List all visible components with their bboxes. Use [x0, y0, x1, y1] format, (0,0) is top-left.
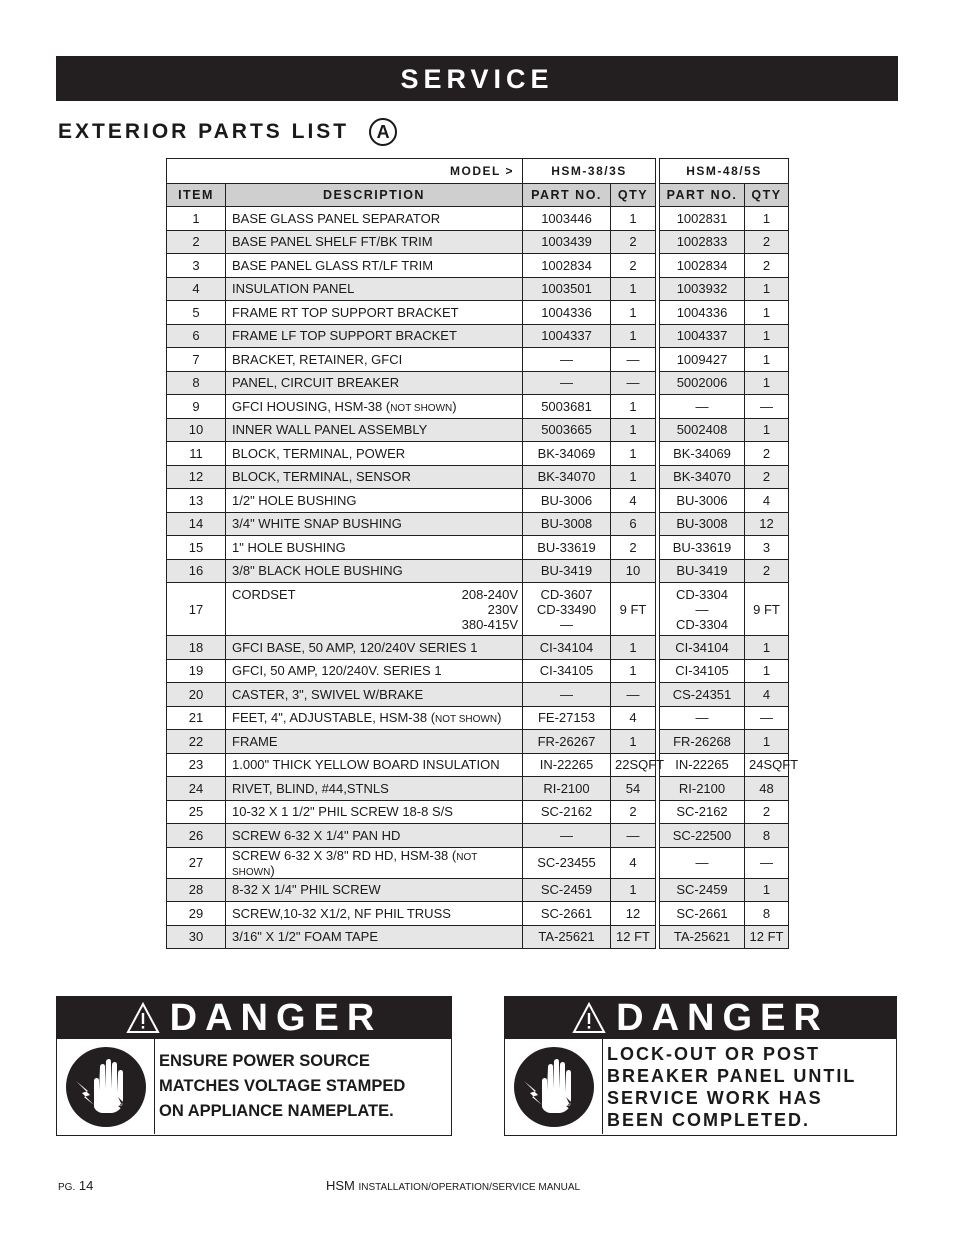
part-no-2: 1009427: [660, 348, 745, 372]
item-number: 22: [167, 730, 226, 754]
qty-1: —: [611, 824, 656, 848]
item-number: 11: [167, 442, 226, 466]
item-description: [226, 442, 523, 466]
qty-2: 12 FT: [745, 925, 789, 949]
qty-2: 2: [745, 800, 789, 824]
table-row: [167, 800, 789, 824]
hand-shock-icon: [512, 1045, 596, 1129]
description-note: NOT SHOWN: [390, 402, 453, 414]
item-number: 15: [167, 536, 226, 560]
description-text: 10-32 X 1 1/2" PHIL SCREW 18-8 S/S: [232, 804, 453, 820]
qty-1: 6: [611, 512, 656, 536]
qty-2: 1: [745, 659, 789, 683]
part-no-1: 1004337: [523, 324, 611, 348]
description-text: 1" HOLE BUSHING: [232, 539, 346, 555]
model-2: HSM-48/5S: [660, 159, 789, 184]
danger-line-2: MATCHES VOLTAGE STAMPED: [159, 1077, 406, 1095]
qty-2: 8: [745, 824, 789, 848]
qty-2: 1: [745, 730, 789, 754]
qty-2: 1: [745, 878, 789, 902]
item-description: [226, 683, 523, 707]
item-number: 13: [167, 489, 226, 513]
item-description: [226, 324, 523, 348]
qty-2: 1: [745, 418, 789, 442]
part-no-2: IN-22265: [660, 753, 745, 777]
qty-1: 1: [611, 277, 656, 301]
qty-1: 1: [611, 636, 656, 660]
item-number: 24: [167, 777, 226, 801]
part-no-2: —: [660, 395, 745, 419]
col-qty-2: QTY: [745, 184, 789, 207]
part-no-1: SC-23455: [523, 847, 611, 878]
part-no-line: —: [560, 616, 573, 632]
part-no-2: SC-2162: [660, 800, 745, 824]
item-description: [226, 465, 523, 489]
qty-2: —: [745, 847, 789, 878]
item-number: 10: [167, 418, 226, 442]
part-no-2: —: [660, 706, 745, 730]
col-description: DESCRIPTION: [226, 184, 523, 207]
item-number: 21: [167, 706, 226, 730]
qty-2: 12: [745, 512, 789, 536]
part-no-1: RI-2100: [523, 777, 611, 801]
danger-box-voltage: [56, 996, 452, 1136]
description-text: RIVET, BLIND, #44,STNLS: [232, 780, 389, 796]
model-1: HSM-38/3S: [523, 159, 656, 184]
warning-triangle-icon: [126, 1002, 160, 1034]
table-row: [167, 559, 789, 583]
item-number: 20: [167, 683, 226, 707]
part-no-1: TA-25621: [523, 925, 611, 949]
description-text: SCREW 6-32 X 1/4" PAN HD: [232, 827, 401, 843]
qty-1: —: [611, 683, 656, 707]
part-no-1: 5003681: [523, 395, 611, 419]
item-description: [226, 730, 523, 754]
qty-2: 4: [745, 683, 789, 707]
description-text: INSULATION PANEL: [232, 281, 355, 297]
item-number: 8: [167, 371, 226, 395]
item-description: [226, 824, 523, 848]
item-number: 2: [167, 230, 226, 254]
part-no-1: 1003439: [523, 230, 611, 254]
item-description: [226, 301, 523, 325]
parts-table: [166, 158, 799, 949]
description-end: ): [497, 710, 502, 726]
description-text: 3/8" BLACK HOLE BUSHING: [232, 563, 403, 579]
qty-1: 2: [611, 254, 656, 278]
danger-header: [57, 997, 451, 1039]
part-no-2: 1002834: [660, 254, 745, 278]
qty-1: 12 FT: [611, 925, 656, 949]
part-no-1: CI-34105: [523, 659, 611, 683]
part-no-1: BU-33619: [523, 536, 611, 560]
description-note: NOT SHOWN: [232, 851, 478, 878]
table-row: [167, 465, 789, 489]
danger-title: DANGER: [616, 996, 829, 1039]
part-no-2: 1002831: [660, 207, 745, 231]
description-text: INNER WALL PANEL ASSEMBLY: [232, 422, 428, 438]
description-text: PANEL, CIRCUIT BREAKER: [232, 375, 400, 391]
item-description: [226, 706, 523, 730]
part-no-1: FR-26267: [523, 730, 611, 754]
description-text: FEET, 4", ADJUSTABLE, HSM-38 (: [232, 710, 436, 726]
item-description: [226, 348, 523, 372]
qty-1: 1: [611, 465, 656, 489]
qty-1: 1: [611, 324, 656, 348]
item-number: 19: [167, 659, 226, 683]
qty-2: 1: [745, 324, 789, 348]
qty-1: 22SQFT: [611, 753, 656, 777]
item-description: [226, 230, 523, 254]
qty-1: 1: [611, 418, 656, 442]
qty-2: 8: [745, 902, 789, 926]
qty-1: 1: [611, 207, 656, 231]
table-row: [167, 878, 789, 902]
qty-2: 1: [745, 207, 789, 231]
part-no-2: CI-34104: [660, 636, 745, 660]
table-row-cordset: [167, 583, 789, 636]
table-row: [167, 324, 789, 348]
item-number: 23: [167, 753, 226, 777]
danger-message: [603, 1039, 856, 1134]
item-description: [226, 512, 523, 536]
description-text: FRAME: [232, 733, 278, 749]
item-description: [226, 659, 523, 683]
part-no-line: CD-3304: [675, 586, 729, 602]
manual-title-main: HSM: [326, 1178, 355, 1193]
qty-2: 2: [745, 465, 789, 489]
part-no-line: CD-3607: [540, 586, 593, 602]
qty-2: 1: [745, 277, 789, 301]
model-label: MODEL >: [167, 159, 523, 184]
description-text: 8-32 X 1/4" PHIL SCREW: [232, 882, 381, 898]
item-description: [226, 418, 523, 442]
item-number: 16: [167, 559, 226, 583]
item-description: [226, 207, 523, 231]
description-text: 3/4" WHITE SNAP BUSHING: [232, 516, 402, 532]
part-no-line: CD-3304: [675, 616, 729, 632]
table-row: [167, 730, 789, 754]
table-row: [167, 636, 789, 660]
qty-1: 54: [611, 777, 656, 801]
danger-message: [155, 1039, 405, 1134]
qty-2: 2: [745, 559, 789, 583]
description-text: GFCI HOUSING, HSM-38 (: [232, 398, 391, 414]
item-description: [226, 800, 523, 824]
part-no-line: CD-33490: [536, 601, 597, 617]
description-text: SCREW,10-32 X1/2, NF PHIL TRUSS: [232, 905, 451, 921]
part-no-1: BU-3419: [523, 559, 611, 583]
table-row: [167, 536, 789, 560]
danger-title: DANGER: [169, 996, 383, 1039]
item-description: [226, 925, 523, 949]
item-number: 18: [167, 636, 226, 660]
description-text: BLOCK, TERMINAL, POWER: [232, 445, 406, 461]
table-row: [167, 207, 789, 231]
part-no-2: SC-22500: [660, 824, 745, 848]
qty-1: 1: [611, 395, 656, 419]
qty-2: 1: [745, 301, 789, 325]
item-description: [226, 536, 523, 560]
table-row: [167, 442, 789, 466]
item-number: 27: [167, 847, 226, 878]
qty-1: 10: [611, 559, 656, 583]
description-text: 1/2" HOLE BUSHING: [232, 492, 357, 508]
qty-1: 1: [611, 301, 656, 325]
description-text: GFCI, 50 AMP, 120/240V. SERIES 1: [232, 663, 442, 679]
qty-1: 1: [611, 878, 656, 902]
part-no-2: 5002006: [660, 371, 745, 395]
table-row: [167, 277, 789, 301]
part-no-2: 1004337: [660, 324, 745, 348]
table-row: [167, 753, 789, 777]
voltage-option: 230V: [487, 601, 518, 617]
part-no-2: [660, 583, 745, 636]
part-no-2: 1003932: [660, 277, 745, 301]
item-number: 7: [167, 348, 226, 372]
table-row: [167, 659, 789, 683]
item-number: 6: [167, 324, 226, 348]
part-no-1: 1003446: [523, 207, 611, 231]
section-badge: A: [369, 118, 397, 146]
part-no-1: IN-22265: [523, 753, 611, 777]
table-row: [167, 301, 789, 325]
danger-line-3: ON APPLIANCE NAMEPLATE.: [159, 1102, 394, 1120]
description-note: NOT SHOWN: [435, 714, 498, 726]
part-no-1: 1004336: [523, 301, 611, 325]
part-no-2: RI-2100: [660, 777, 745, 801]
table-row: [167, 706, 789, 730]
item-description: [226, 878, 523, 902]
table-header-row: [167, 184, 789, 207]
part-no-2: BU-3008: [660, 512, 745, 536]
description-text: BASE PANEL GLASS RT/LF TRIM: [232, 257, 434, 273]
description-text: BASE PANEL SHELF FT/BK TRIM: [232, 234, 433, 250]
warning-triangle-icon: [572, 1002, 606, 1034]
qty-1: —: [611, 371, 656, 395]
part-no-2: SC-2459: [660, 878, 745, 902]
danger-line-1: ENSURE POWER SOURCE: [159, 1052, 370, 1070]
part-no-1: BK-34070: [523, 465, 611, 489]
part-no-2: BU-33619: [660, 536, 745, 560]
table-row: [167, 902, 789, 926]
table-row: [167, 777, 789, 801]
qty-1: 12: [611, 902, 656, 926]
danger-line-3: SERVICE WORK HAS: [607, 1087, 823, 1108]
item-description: [226, 636, 523, 660]
item-description: [226, 277, 523, 301]
part-no-1: SC-2661: [523, 902, 611, 926]
qty-1: 2: [611, 536, 656, 560]
table-row: [167, 230, 789, 254]
qty-2: 1: [745, 348, 789, 372]
description-text: 3/16" X 1/2" FOAM TAPE: [232, 929, 379, 945]
table-row: [167, 418, 789, 442]
item-description: [226, 902, 523, 926]
section-title: [58, 117, 397, 147]
description-text: CASTER, 3", SWIVEL W/BRAKE: [232, 686, 424, 702]
table-row: [167, 847, 789, 878]
page-header: SERVICE: [56, 56, 898, 101]
part-no-1: SC-2162: [523, 800, 611, 824]
part-no-2: BU-3006: [660, 489, 745, 513]
qty-2: 4: [745, 489, 789, 513]
item-description: [226, 753, 523, 777]
model-row: [167, 159, 789, 184]
qty-2: 2: [745, 254, 789, 278]
item-number: 28: [167, 878, 226, 902]
table-row: [167, 925, 789, 949]
section-title-text: EXTERIOR PARTS LIST: [58, 120, 350, 143]
part-no-2: BU-3419: [660, 559, 745, 583]
qty-2: 3: [745, 536, 789, 560]
item-number: 9: [167, 395, 226, 419]
col-part-no-2: PART NO.: [660, 184, 745, 207]
item-number: 26: [167, 824, 226, 848]
item-description: [226, 847, 523, 878]
part-no-1: 5003665: [523, 418, 611, 442]
part-no-1: 1002834: [523, 254, 611, 278]
table-row: [167, 824, 789, 848]
table-row: [167, 512, 789, 536]
part-no-line: —: [695, 601, 709, 617]
page-prefix: PG.: [58, 1182, 76, 1193]
qty-2: 2: [745, 230, 789, 254]
qty-2: —: [745, 395, 789, 419]
voltage-option: 380-415V: [461, 616, 518, 632]
item-description: [226, 254, 523, 278]
item-number: 3: [167, 254, 226, 278]
part-no-1: BU-3006: [523, 489, 611, 513]
item-number: 17: [167, 583, 226, 636]
part-no-1: —: [523, 348, 611, 372]
table-row: [167, 683, 789, 707]
part-no-2: CS-24351: [660, 683, 745, 707]
table-row: [167, 371, 789, 395]
qty-2: 9 FT: [745, 583, 789, 636]
part-no-1: —: [523, 824, 611, 848]
item-number: 25: [167, 800, 226, 824]
part-no-1: BK-34069: [523, 442, 611, 466]
qty-1: —: [611, 348, 656, 372]
item-description: [226, 559, 523, 583]
item-number: 1: [167, 207, 226, 231]
col-part-no-1: PART NO.: [523, 184, 611, 207]
qty-1: 2: [611, 800, 656, 824]
qty-1: 1: [611, 659, 656, 683]
part-no-2: —: [660, 847, 745, 878]
description-text: SCREW 6-32 X 3/8" RD HD, HSM-38 (: [232, 847, 457, 863]
page-number-value: 14: [78, 1178, 94, 1193]
part-no-2: 1002833: [660, 230, 745, 254]
item-description: [226, 395, 523, 419]
qty-1: 4: [611, 847, 656, 878]
part-no-1: 1003501: [523, 277, 611, 301]
description-text: FRAME RT TOP SUPPORT BRACKET: [232, 304, 459, 320]
description-text: BLOCK, TERMINAL, SENSOR: [232, 469, 411, 485]
description-end: ): [452, 398, 457, 414]
col-qty-1: QTY: [611, 184, 656, 207]
page-number: [58, 1178, 93, 1193]
part-no-2: BK-34070: [660, 465, 745, 489]
danger-line-1: LOCK-OUT OR POST: [607, 1043, 820, 1064]
qty-2: 24SQFT: [745, 753, 789, 777]
voltage-option: 208-240V: [461, 586, 518, 602]
part-no-2: 1004336: [660, 301, 745, 325]
qty-2: 48: [745, 777, 789, 801]
danger-line-2: BREAKER PANEL UNTIL: [607, 1065, 857, 1086]
description-text: 1.000" THICK YELLOW BOARD INSULATION: [232, 757, 500, 773]
part-no-2: 5002408: [660, 418, 745, 442]
item-description: [226, 777, 523, 801]
description-text: FRAME LF TOP SUPPORT BRACKET: [232, 328, 457, 344]
qty-1: 4: [611, 489, 656, 513]
danger-box-lockout: [504, 996, 897, 1136]
qty-2: 1: [745, 636, 789, 660]
part-no-2: FR-26268: [660, 730, 745, 754]
table-row: [167, 254, 789, 278]
danger-header: [505, 997, 896, 1039]
part-no-1: CI-34104: [523, 636, 611, 660]
qty-1: 1: [611, 442, 656, 466]
qty-1: 2: [611, 230, 656, 254]
part-no-1: SC-2459: [523, 878, 611, 902]
manual-title: [326, 1178, 580, 1193]
table-row: [167, 489, 789, 513]
manual-title-sub: INSTALLATION/OPERATION/SERVICE MANUAL: [358, 1182, 581, 1193]
item-description: [226, 371, 523, 395]
qty-2: 1: [745, 371, 789, 395]
item-description: [226, 489, 523, 513]
part-no-2: BK-34069: [660, 442, 745, 466]
part-no-2: CI-34105: [660, 659, 745, 683]
part-no-1: [523, 583, 611, 636]
qty-1: 1: [611, 730, 656, 754]
part-no-1: —: [523, 683, 611, 707]
item-number: 30: [167, 925, 226, 949]
part-no-2: TA-25621: [660, 925, 745, 949]
description-text: BASE GLASS PANEL SEPARATOR: [232, 210, 441, 226]
qty-2: 2: [745, 442, 789, 466]
item-number: 5: [167, 301, 226, 325]
col-item: ITEM: [167, 184, 226, 207]
hand-shock-icon: [64, 1045, 148, 1129]
description-end: ): [270, 862, 275, 878]
table-row: [167, 348, 789, 372]
item-description: [226, 583, 523, 636]
description-text: GFCI BASE, 50 AMP, 120/240V SERIES 1: [232, 639, 478, 655]
qty-1: 4: [611, 706, 656, 730]
description-text: CORDSET: [232, 586, 296, 602]
description-text: BRACKET, RETAINER, GFCI: [232, 351, 403, 367]
qty-2: —: [745, 706, 789, 730]
part-no-2: SC-2661: [660, 902, 745, 926]
part-no-1: BU-3008: [523, 512, 611, 536]
part-no-1: —: [523, 371, 611, 395]
item-number: 14: [167, 512, 226, 536]
table-row: [167, 395, 789, 419]
qty-1: 9 FT: [611, 583, 656, 636]
item-number: 12: [167, 465, 226, 489]
item-number: 29: [167, 902, 226, 926]
item-number: 4: [167, 277, 226, 301]
part-no-1: FE-27153: [523, 706, 611, 730]
danger-line-4: BEEN COMPLETED.: [607, 1109, 811, 1130]
